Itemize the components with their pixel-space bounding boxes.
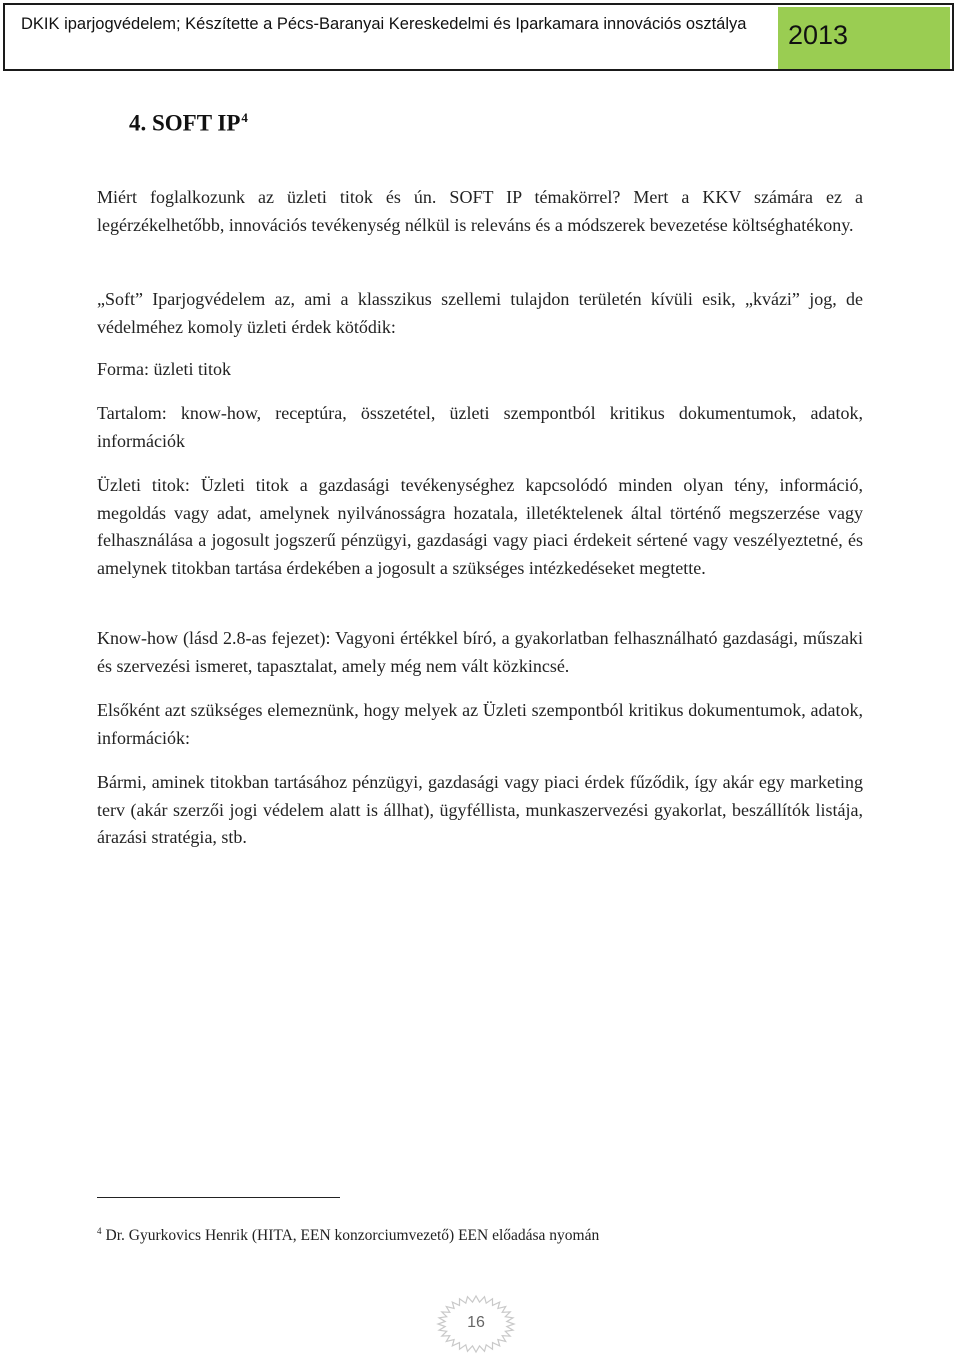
paragraph-content: Tartalom: know-how, receptúra, összetétel, üzleti szempontból kritikus dokumentumok, adatok, információk xyxy=(97,403,863,451)
footnote-reference[interactable]: 4 xyxy=(241,110,248,125)
footnote-text: Dr. Gyurkovics Henrik (HITA, EEN konzorciumvezető) EEN előadása nyomán xyxy=(105,1227,600,1245)
page-number-badge xyxy=(436,1294,516,1354)
paragraph-know-how: Know-how (lásd 2.8-as fejezet): Vagyoni értékkel bíró, a gyakorlatban felhasználható gazdasági, műszaki és szervezési ismeret, tapasztalat, amely még nem vált közkincsé. xyxy=(97,628,863,676)
paragraph-form: Forma: üzleti titok xyxy=(97,359,231,379)
header-year-badge: 2013 xyxy=(778,7,950,69)
paragraph-analysis: Elsőként azt szükséges elemeznünk, hogy melyek az Üzleti szempontból kritikus dokumentumok, adatok, információk: xyxy=(97,700,863,748)
footnote-divider xyxy=(97,1197,340,1198)
paragraph-examples: Bármi, aminek titokban tartásához pénzügyi, gazdasági vagy piaci érdek fűződik, így akár egy marketing terv (akár szerzői jogi védelem alatt is állhat), ügyféllista, munkaszervezési gyakorlat, beszállítók listája, árazási stratégia, stb. xyxy=(97,772,863,847)
paragraph-trade-secret: Üzleti titok: Üzleti titok a gazdasági tevékenységhez kapcsolódó minden olyan tény, információ, megoldás vagy adat, amelynek nyilvánosságra hozatala, illetéktelenek által történő megszerzése vagy felhasználása a jogosult jogszerű pénzügyi, gazdasági vagy piaci érdekeit sértené vagy veszélyeztetné, és amelynek titokban tartása érdekében a jogosult a szükséges intézkedéseket megtette. xyxy=(97,475,863,578)
footnote-number: 4 xyxy=(97,1226,102,1236)
header-title: DKIK iparjogvédelem; Készítette a Pécs-Baranyai Kereskedelmi és Iparkamara innovációs osztálya xyxy=(21,15,747,33)
section-title-text: 4. SOFT IP xyxy=(129,110,241,136)
paragraph-soft-ip-definition: „Soft” Iparjogvédelem az, ami a klasszikus szellemi tulajdon területén kívüli esik, „kvázi” jog, de védelméhez komoly üzleti érdek kötődik: xyxy=(97,289,863,337)
page-header xyxy=(3,3,954,71)
paragraph-intro: Miért foglalkozunk az üzleti titok és ún. SOFT IP témakörrel? Mert a KKV számára ez a legérzékelhetőbb, innovációs tevékenység nélkül is releváns és a módszerek bevezetése költséghatékony. xyxy=(97,187,863,235)
section-title xyxy=(129,110,248,137)
page-number: 16 xyxy=(467,1314,485,1331)
footnote xyxy=(97,1226,599,1245)
